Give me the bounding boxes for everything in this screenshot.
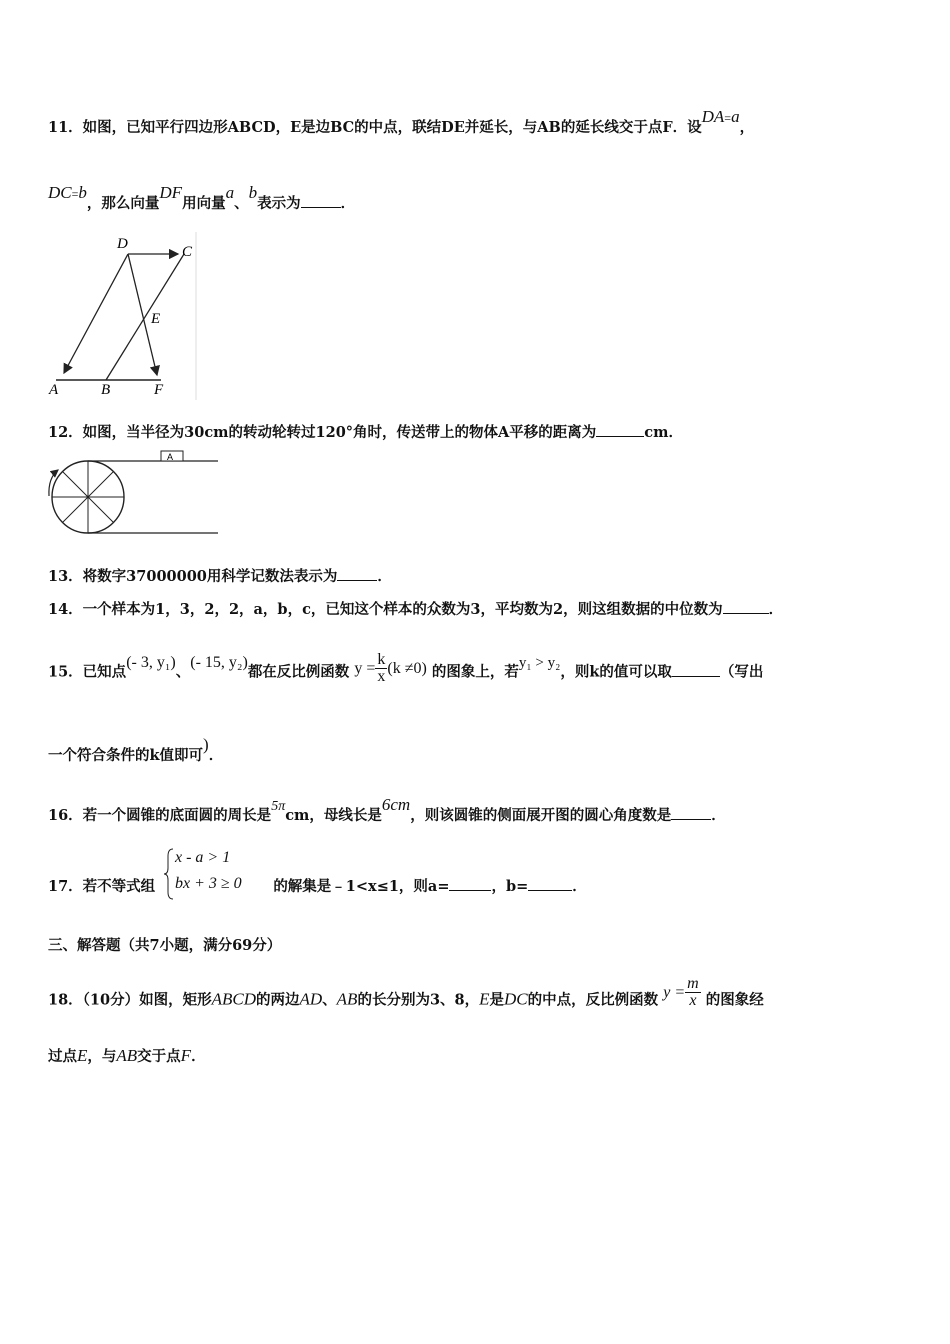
section-title: 三、解答题（共7小题，满分69分）: [48, 937, 282, 954]
answer-blank: [528, 878, 572, 891]
answer-blank: [449, 878, 491, 891]
label-b: B: [101, 382, 111, 398]
vector-dc: DC: [48, 183, 72, 202]
q11-line1: 11．如图，已知平行四边形ABCD，E是边BC的中点，联结DE并延长，与AB的延长线交于点F．设DA=a，: [48, 107, 755, 136]
fraction-k-over-x: $\frac{k}{x}$: [377, 651, 386, 685]
answer-blank: [337, 568, 377, 581]
inequality-2: bx + 3 ≥ 0: [175, 875, 242, 892]
answer-blank: [596, 424, 644, 437]
q16-line: 16．若一个圆锥的底面圆的周长是5πcm，母线长是6cm，则该圆锥的侧面展开图的圆心角度数是 ．: [48, 795, 726, 824]
q18-line1: 18．（10分）如图，矩形ABCD的两边AD、AB的长分别为3、8，E是DC的中点，反比例函数 y = $\frac{m}{x}$ 的图象经: [48, 975, 764, 1009]
wheel-belt-figure: [44, 448, 224, 540]
label-a: A: [49, 382, 59, 398]
vector-da: DA: [701, 107, 725, 126]
q15-line1: 15．已知点(- 3, y₁)、(- 15, y₂)都在反比例函数 y = $\frac{k}{x}$ (k ≠0) 的图象上，若y₁ > y₂，则k的值可以取 （写出: [48, 651, 764, 685]
inequality-1: x - a > 1: [175, 849, 231, 866]
answer-blank: [723, 601, 769, 614]
label-f: F: [154, 382, 164, 398]
q17-line: 17．若不等式组 的解集是﹣1<x≤1，则a= ，b= ．: [48, 878, 587, 895]
answer-blank: [301, 195, 341, 208]
answer-blank: [672, 664, 720, 677]
system-brace: [164, 848, 174, 900]
label-e: E: [151, 311, 161, 327]
label-d: D: [117, 236, 128, 252]
q12-line: 12．如图，当半径为30cm的转动轮转过120°角时，传送带上的物体A平移的距离为 cm．: [48, 424, 683, 441]
q18-line2: 过点E，与AB交于点F．: [48, 1046, 206, 1065]
q15-line2: 一个符合条件的k值即可)．: [48, 735, 224, 764]
label-c: C: [182, 244, 193, 260]
object-a-label: A: [167, 452, 174, 462]
answer-blank: [671, 807, 711, 820]
q11-line2: DC=b，那么向量DF用向量a、b表示为 ．: [48, 183, 356, 212]
parallelogram-figure: [46, 232, 202, 400]
q13-line: 13．将数字37000000用科学记数法表示为 ．: [48, 568, 392, 585]
q14-line: 14．一个样本为1，3，2，2，a，b，c，已知这个样本的众数为3，平均数为2，则这组数据的中位数为 ．: [48, 601, 784, 618]
fraction-m-over-x: $\frac{m}{x}$: [687, 975, 699, 1009]
